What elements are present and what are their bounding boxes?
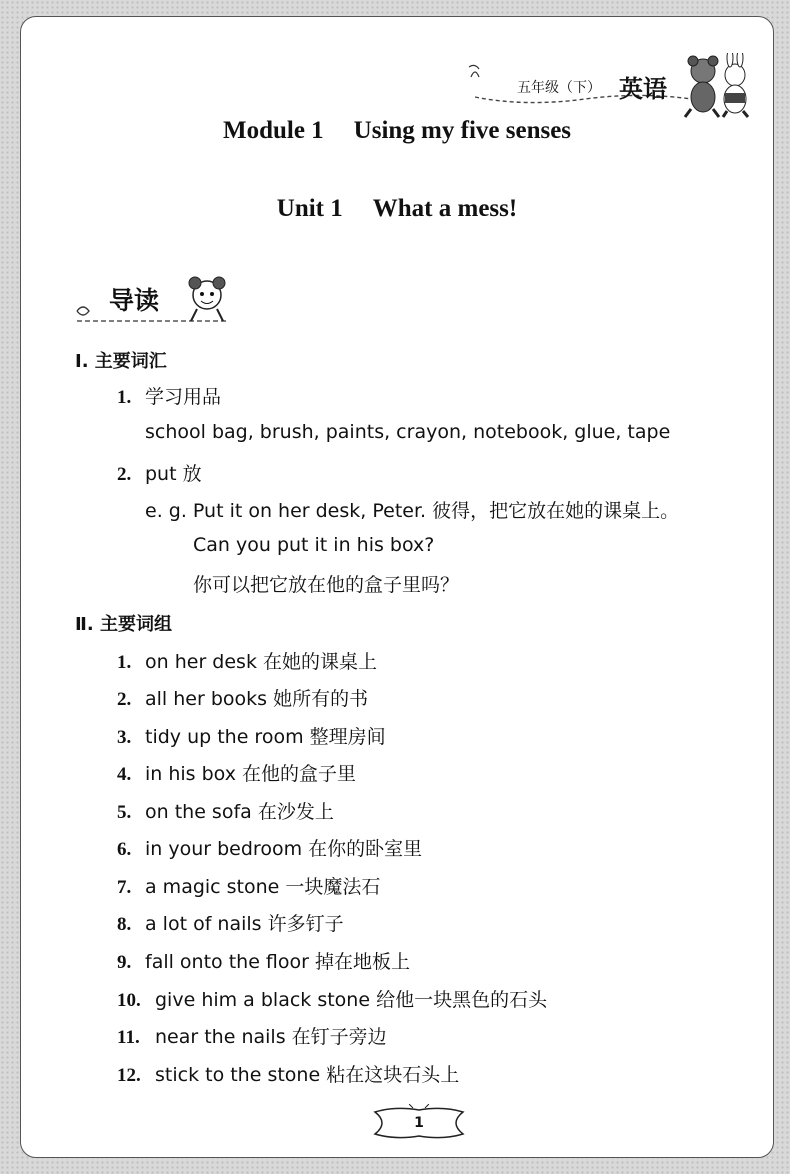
module-title	[21, 117, 773, 145]
phrase-item	[117, 1060, 459, 1087]
phrase-number: 4.	[117, 764, 132, 785]
section-1-heading: Ⅰ. 主要词汇	[75, 351, 167, 372]
phrase-item	[117, 647, 377, 674]
phrase-text: fall onto the floor 掉在地板上	[145, 951, 410, 973]
phrase-item	[117, 759, 356, 786]
phrase-number: 12.	[117, 1065, 141, 1086]
phrase-number: 11.	[117, 1027, 140, 1048]
page-number: 1	[414, 1115, 424, 1131]
unit-number: Unit 1	[276, 195, 343, 222]
unit-name: What a mess!	[372, 195, 518, 222]
phrase-text: stick to the stone 粘在这块石头上	[155, 1064, 460, 1086]
phrase-item	[117, 985, 547, 1012]
intro-label: 导读	[109, 286, 160, 315]
phrase-number: 9.	[117, 952, 132, 973]
header-subject: 英语	[619, 75, 667, 103]
phrase-number: 3.	[117, 727, 132, 748]
unit-title	[21, 195, 773, 223]
phrase-number: 2.	[117, 689, 132, 710]
phrase-text: on her desk 在她的课桌上	[145, 651, 377, 673]
book-page	[20, 16, 774, 1158]
header-grade: 五年级（下）	[517, 80, 601, 96]
phrase-item	[117, 834, 422, 861]
example-sentence: Can you put it in his box?	[193, 534, 435, 556]
phrase-number: 10.	[117, 990, 141, 1011]
phrase-text: in your bedroom 在你的卧室里	[145, 838, 423, 860]
item-text: put 放	[145, 463, 202, 485]
phrase-text: a magic stone 一块魔法石	[145, 876, 381, 898]
phrase-text: in his box 在他的盒子里	[145, 763, 357, 785]
phrase-text: give him a black stone 给他一块黑色的石头	[155, 989, 548, 1011]
phrase-text: near the nails 在钉子旁边	[155, 1026, 387, 1048]
phrase-item	[117, 872, 380, 899]
phrase-item	[117, 797, 334, 824]
example-sentence: e. g. Put it on her desk, Peter. 彼得，把它放在她的课桌上。	[145, 500, 680, 522]
phrase-number: 5.	[117, 802, 132, 823]
vocab-list: school bag, brush, paints, crayon, notebook, glue, tape	[145, 421, 671, 443]
item-number: 2.	[117, 464, 132, 485]
item-number: 1.	[117, 387, 132, 408]
phrase-number: 7.	[117, 877, 132, 898]
phrase-item	[117, 722, 386, 749]
phrase-number: 8.	[117, 914, 132, 935]
module-number: Module 1	[222, 117, 324, 144]
example-translation: 你可以把它放在他的盒子里吗？	[193, 574, 460, 596]
vocab-item	[117, 459, 202, 486]
phrase-text: tidy up the room 整理房间	[145, 726, 386, 748]
phrase-number: 6.	[117, 839, 132, 860]
page-number-badge	[369, 1102, 469, 1144]
bear-rabbit-mascot-icon	[677, 53, 761, 119]
phrase-text: on the sofa 在沙发上	[145, 801, 334, 823]
intro-banner-decoration	[69, 271, 269, 337]
module-name: Using my five senses	[353, 117, 572, 144]
vocab-item	[117, 382, 221, 409]
phrase-text: a lot of nails 许多钉子	[145, 913, 344, 935]
section-2-heading: Ⅱ. 主要词组	[75, 614, 172, 635]
item-text: 学习用品	[145, 386, 222, 408]
phrase-number: 1.	[117, 652, 132, 673]
phrase-text: all her books 她所有的书	[145, 688, 369, 710]
phrase-item	[117, 1022, 387, 1049]
intro-banner	[69, 271, 269, 337]
phrase-item	[117, 684, 368, 711]
phrase-item	[117, 909, 344, 936]
phrase-item	[117, 947, 410, 974]
running-header	[461, 55, 761, 119]
